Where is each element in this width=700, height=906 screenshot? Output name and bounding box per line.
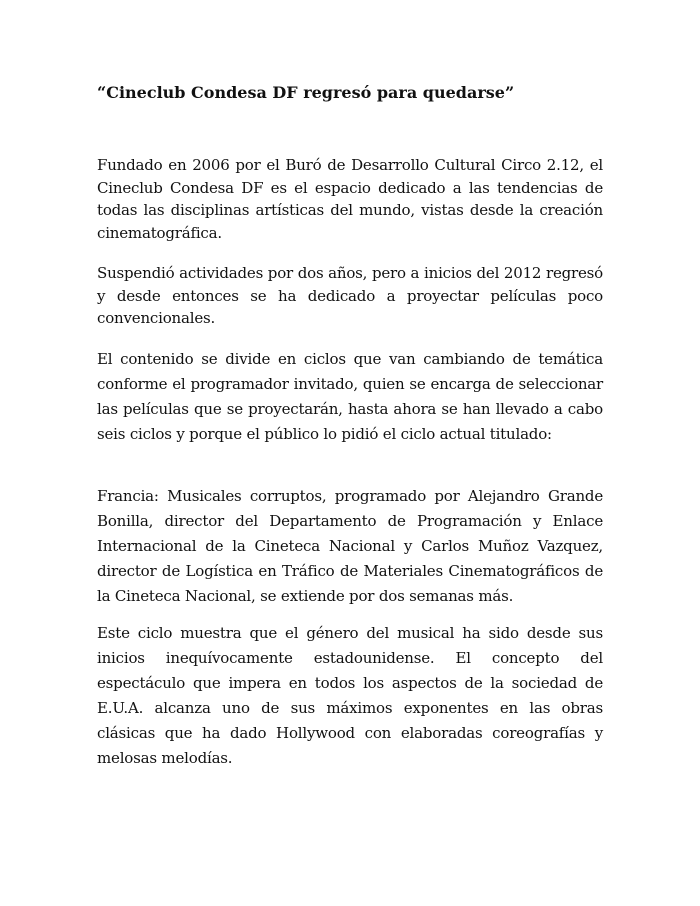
paragraph-founding: Fundado en 2006 por el Buró de Desarrollo Cultural Circo 2.12, el Cineclub Condesa DF es el espacio dedicado a las tendencias de todas las disciplinas artísticas del mundo, vistas desde la creación cinematográfica. xyxy=(97,156,603,242)
paragraph-suspension: Suspendió actividades por dos años, pero a inicios del 2012 regresó y desde entonces se ha dedicado a proyectar películas poco convencionales. xyxy=(97,264,603,327)
paragraph-musical-genre: Este ciclo muestra que el género del musical ha sido desde sus inicios inequívocamente estadounidense. El concepto del espectáculo que impera en todos los aspectos de la sociedad de E.U.A. alcanza uno de sus máximos exponentes en las obras clásicas que ha dado Hollywood con elaboradas coreografías y melosas melodías. xyxy=(97,624,603,767)
paragraph-current-cycle: Francia: Musicales corruptos, programado por Alejandro Grande Bonilla, director del Departamento de Programación y Enlace Internacional de la Cineteca Nacional y Carlos Muñoz Vazquez, director de Logística en Tráfico de Materiales Cinematográficos de la Cineteca Nacional, se extiende por dos semanas más. xyxy=(97,487,603,605)
document-title: “Cineclub Condesa DF regresó para quedarse” xyxy=(97,83,515,102)
document-page xyxy=(97,0,603,906)
paragraph-cycles: El contenido se divide en ciclos que van cambiando de temática conforme el programador invitado, quien se encarga de seleccionar las películas que se proyectarán, hasta ahora se han llevado a cabo seis ciclos y porque el público lo pidió el ciclo actual titulado: xyxy=(97,350,603,443)
